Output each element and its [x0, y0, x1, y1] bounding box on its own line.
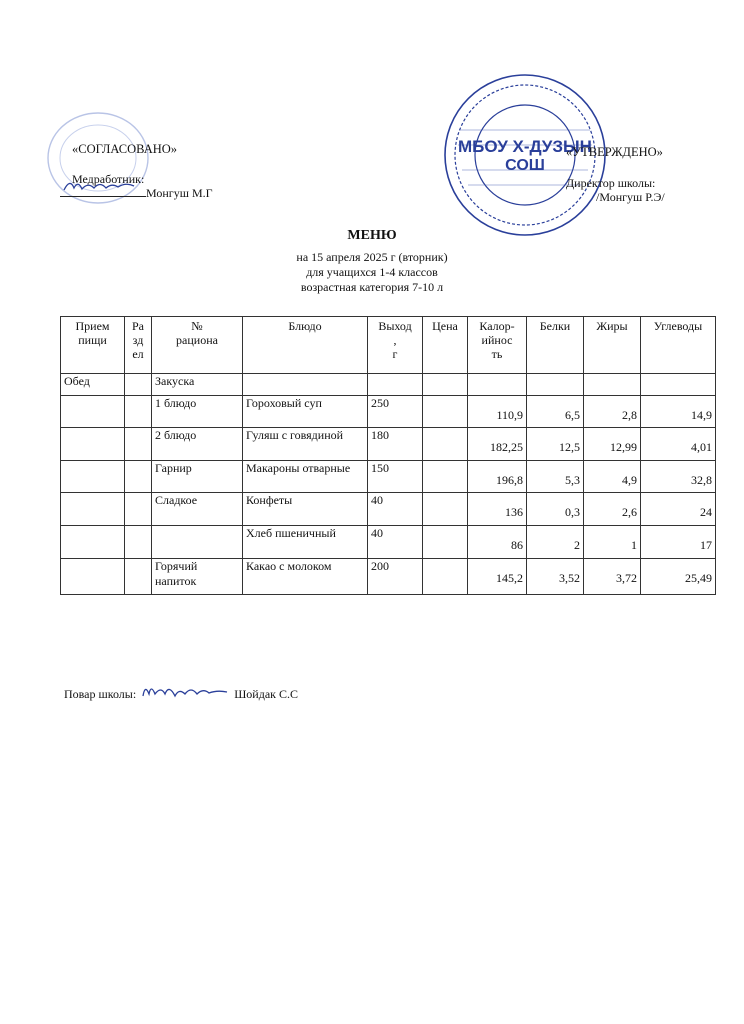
cook-line	[64, 682, 298, 702]
cell-meal	[61, 461, 125, 493]
header-section: Ра зд ел	[125, 317, 152, 374]
header-carbs: Углеводы	[641, 317, 716, 374]
cell-price	[423, 374, 468, 396]
stamp-center-text-2: СОШ	[505, 157, 545, 174]
cell-dish: Хлеб пшеничный	[243, 526, 368, 559]
cell-ration: Закуска	[152, 374, 243, 396]
stamp-center-text: МБОУ Х-ДУЗЫН	[458, 137, 592, 156]
medic-signature-icon	[60, 176, 146, 196]
cell-meal	[61, 396, 125, 428]
cell-calories: 86	[468, 526, 527, 559]
medic-label: Медработник:	[72, 172, 145, 186]
cell-price	[423, 461, 468, 493]
header-meal: Прием пищи	[61, 317, 125, 374]
cell-section	[125, 396, 152, 428]
header-dish: Блюдо	[243, 317, 368, 374]
header-fat: Жиры	[584, 317, 641, 374]
cell-yield: 250	[368, 396, 423, 428]
cell-calories: 196,8	[468, 461, 527, 493]
cell-calories: 182,25	[468, 428, 527, 461]
cell-price	[423, 559, 468, 595]
table-row	[61, 461, 716, 493]
cell-carbs: 14,9	[641, 396, 716, 428]
cell-yield: 40	[368, 526, 423, 559]
cell-calories: 110,9	[468, 396, 527, 428]
cell-meal	[61, 559, 125, 595]
cell-section	[125, 428, 152, 461]
cell-calories: 136	[468, 493, 527, 526]
cell-meal: Обед	[61, 374, 125, 396]
table-row	[61, 396, 716, 428]
cell-protein: 12,5	[527, 428, 584, 461]
cell-fat: 4,9	[584, 461, 641, 493]
cell-yield: 150	[368, 461, 423, 493]
header-price: Цена	[423, 317, 468, 374]
director-label: Директор школы:	[566, 176, 656, 190]
menu-date: на 15 апреля 2025 г (вторник)	[296, 250, 448, 264]
table-header-row	[61, 317, 716, 374]
cell-meal	[61, 428, 125, 461]
cell-dish: Гороховый суп	[243, 396, 368, 428]
table-row	[61, 493, 716, 526]
director-name: /Монгуш Р.Э/	[596, 190, 665, 204]
medic-name: Монгуш М.Г	[146, 186, 213, 200]
table-row	[61, 526, 716, 559]
menu-table	[60, 316, 716, 595]
cell-price	[423, 396, 468, 428]
header-protein: Белки	[527, 317, 584, 374]
cell-yield: 200	[368, 559, 423, 595]
cell-carbs	[641, 374, 716, 396]
cell-fat: 2,8	[584, 396, 641, 428]
cell-fat: 1	[584, 526, 641, 559]
cell-section	[125, 461, 152, 493]
cell-section	[125, 493, 152, 526]
cell-ration: Сладкое	[152, 493, 243, 526]
cell-section	[125, 374, 152, 396]
header-ration: № рациона	[152, 317, 243, 374]
cell-protein: 5,3	[527, 461, 584, 493]
cook-signature-icon	[139, 682, 231, 702]
medic-signature-line	[60, 186, 213, 201]
cell-carbs: 4,01	[641, 428, 716, 461]
cell-ration: Гарнир	[152, 461, 243, 493]
cell-calories	[468, 374, 527, 396]
cell-carbs: 17	[641, 526, 716, 559]
cook-label: Повар школы:	[64, 687, 137, 701]
cell-meal	[61, 526, 125, 559]
menu-title: МЕНЮ	[347, 228, 397, 243]
cell-protein: 3,52	[527, 559, 584, 595]
cell-protein: 0,3	[527, 493, 584, 526]
cell-price	[423, 526, 468, 559]
header-calories: Калор- ийнос ть	[468, 317, 527, 374]
cell-calories: 145,2	[468, 559, 527, 595]
cell-dish: Конфеты	[243, 493, 368, 526]
cell-ration: Горячий напиток	[152, 559, 243, 595]
table-row	[61, 374, 716, 396]
cell-carbs: 25,49	[641, 559, 716, 595]
cell-yield: 40	[368, 493, 423, 526]
medic-signature	[60, 186, 146, 197]
cell-fat	[584, 374, 641, 396]
cell-protein: 6,5	[527, 396, 584, 428]
cell-meal	[61, 493, 125, 526]
cell-price	[423, 493, 468, 526]
cell-price	[423, 428, 468, 461]
cell-ration	[152, 526, 243, 559]
agreed-title: «СОГЛАСОВАНО»	[72, 142, 178, 156]
cell-carbs: 24	[641, 493, 716, 526]
approved-title: «УТВЕРЖДЕНО»	[566, 145, 663, 159]
cell-ration: 2 блюдо	[152, 428, 243, 461]
header-yield: Выход , г	[368, 317, 423, 374]
cell-dish: Какао с молоком	[243, 559, 368, 595]
table-row	[61, 428, 716, 461]
cell-dish: Макароны отварные	[243, 461, 368, 493]
cell-yield: 180	[368, 428, 423, 461]
cell-yield	[368, 374, 423, 396]
cell-protein: 2	[527, 526, 584, 559]
cell-fat: 3,72	[584, 559, 641, 595]
cell-dish	[243, 374, 368, 396]
cell-fat: 2,6	[584, 493, 641, 526]
cell-carbs: 32,8	[641, 461, 716, 493]
cell-ration: 1 блюдо	[152, 396, 243, 428]
table-row	[61, 559, 716, 595]
cell-section	[125, 526, 152, 559]
cell-dish: Гуляш с говядиной	[243, 428, 368, 461]
cell-protein	[527, 374, 584, 396]
cell-fat: 12,99	[584, 428, 641, 461]
menu-classes: для учащихся 1-4 классов	[306, 265, 438, 279]
cell-section	[125, 559, 152, 595]
menu-age-category: возрастная категория 7-10 л	[300, 280, 444, 294]
cook-name: Шойдак С.С	[234, 687, 298, 701]
